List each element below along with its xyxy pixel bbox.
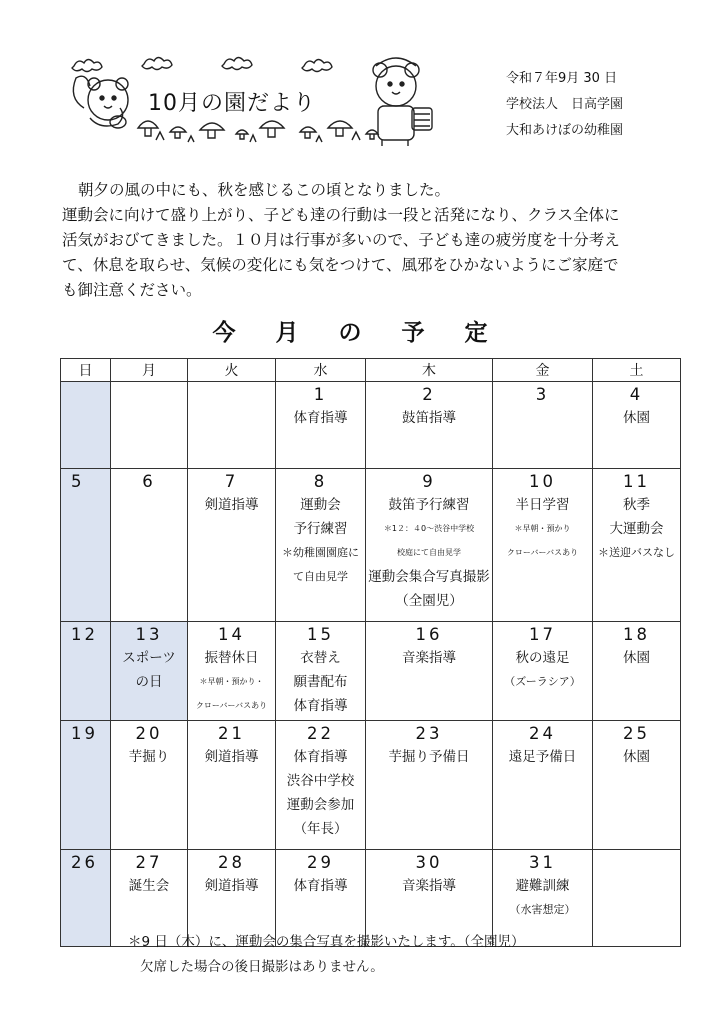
intro-line: も御注意ください。 xyxy=(62,281,202,299)
day-cell xyxy=(593,382,681,469)
day-number: 24 xyxy=(529,724,556,743)
day-number: 14 xyxy=(218,625,245,644)
event: 運動会集合写真撮影 xyxy=(368,569,490,585)
monthly-calendar xyxy=(60,358,681,947)
day-cell xyxy=(276,469,366,622)
event: 秋の遠足 xyxy=(515,650,570,666)
day-cell xyxy=(493,622,593,721)
event: 休園 xyxy=(623,749,650,765)
event: 剣道指導 xyxy=(204,749,259,765)
event-note: ＊送迎バスなし xyxy=(598,546,675,559)
week-row xyxy=(61,622,681,721)
day-number: 2 xyxy=(422,385,436,404)
weekday-thu: 木 xyxy=(366,359,493,382)
day-cell xyxy=(188,469,276,622)
day-cell-empty xyxy=(188,382,276,469)
event-note: クローバーバスあり xyxy=(195,701,268,710)
day-cell xyxy=(276,382,366,469)
header xyxy=(0,0,716,160)
intro-line: て、休息を取らせ、気候の変化にも気をつけて、風邪をひかないようにご家庭で xyxy=(62,256,619,274)
event: （全園児） xyxy=(395,593,463,609)
day-number: 21 xyxy=(218,724,245,743)
event: 体育指導 xyxy=(293,749,348,765)
weekday-tue: 火 xyxy=(188,359,276,382)
intro-line: 朝夕の風の中にも、秋を感じるこの頃となりました。 xyxy=(78,181,451,199)
newsletter-title: 10月の園だより xyxy=(148,91,316,116)
day-cell xyxy=(111,469,188,622)
day-number: 6 xyxy=(142,472,156,491)
event: 願書配布 xyxy=(293,674,348,690)
footnote-line: ＊9 日（木）に、運動会の集合写真を撮影いたします。（全園児） xyxy=(128,934,525,950)
event-note: （水害想定） xyxy=(509,903,576,916)
event: 音楽指導 xyxy=(402,650,456,666)
day-number: 12 xyxy=(71,625,98,644)
day-cell xyxy=(366,382,493,469)
school-corporation: 学校法人 日高学園 xyxy=(506,97,624,112)
event: 避難訓練 xyxy=(515,878,570,894)
footnotes xyxy=(128,930,525,980)
day-number: 11 xyxy=(623,472,650,491)
day-cell xyxy=(366,469,493,622)
day-cell xyxy=(188,622,276,721)
day-number: 30 xyxy=(415,853,443,872)
event: 予行練習 xyxy=(293,521,348,537)
day-number: 8 xyxy=(313,472,328,491)
event: 渋谷中学校 xyxy=(286,773,355,789)
event: の日 xyxy=(135,674,163,690)
day-number: 17 xyxy=(529,625,556,644)
day-cell xyxy=(493,469,593,622)
day-number: 10 xyxy=(529,472,556,491)
day-number: 5 xyxy=(71,472,85,491)
event: 剣道指導 xyxy=(204,497,259,513)
week-row xyxy=(61,721,681,850)
event: 運動会参加 xyxy=(286,797,355,813)
event: 衣替え xyxy=(300,650,341,666)
issue-date: 令和７年9月 30 日 xyxy=(506,71,618,86)
event-note: 校庭にて自由見学 xyxy=(397,548,461,557)
event: 芋掘り xyxy=(128,749,170,765)
intro-line: 運動会に向けて盛り上がり、子ども達の行動は一段と活発になり、クラス全体に xyxy=(62,206,620,224)
day-number: 25 xyxy=(623,724,650,743)
day-cell xyxy=(61,721,111,850)
event: 剣道指導 xyxy=(204,878,259,894)
day-cell-empty xyxy=(61,382,111,469)
day-cell xyxy=(493,382,593,469)
day-number: 26 xyxy=(71,853,98,872)
event: 体育指導 xyxy=(293,410,348,426)
day-number: 13 xyxy=(135,625,163,644)
day-number: 29 xyxy=(307,853,334,872)
intro-line: 活気がおびてきました。１０月は行事が多いので、子ども達の疲労度を十分考え xyxy=(62,231,620,249)
day-number: 31 xyxy=(529,853,556,872)
event: 鼓笛予行練習 xyxy=(388,497,470,513)
event: 振替休日 xyxy=(204,650,259,666)
event: 芋掘り予備日 xyxy=(388,749,470,765)
day-cell-empty xyxy=(593,850,681,947)
event: 半日学習 xyxy=(515,497,570,513)
sender-block xyxy=(506,66,623,144)
footnote-line: 欠席した場合の後日撮影はありません。 xyxy=(140,959,384,975)
weekday-fri: 金 xyxy=(493,359,593,382)
day-number: 19 xyxy=(71,724,98,743)
event: 休園 xyxy=(623,650,650,666)
day-cell xyxy=(61,622,111,721)
event-note: て自由見学 xyxy=(293,570,348,583)
event: 遠足予備日 xyxy=(508,749,577,765)
intro-text xyxy=(62,178,672,303)
week-row xyxy=(61,382,681,469)
event-note: ＊早朝・預かり xyxy=(514,524,571,533)
day-cell xyxy=(61,850,111,947)
event: 秋季 xyxy=(623,497,650,513)
day-cell xyxy=(593,469,681,622)
day-cell xyxy=(276,622,366,721)
day-cell xyxy=(188,721,276,850)
event: 体育指導 xyxy=(293,698,348,714)
day-number: 15 xyxy=(307,625,334,644)
weekday-header-row xyxy=(61,359,681,382)
week-row xyxy=(61,469,681,622)
day-number: 23 xyxy=(415,724,443,743)
day-number: 4 xyxy=(629,385,644,404)
day-number: 27 xyxy=(135,853,163,872)
event: 体育指導 xyxy=(293,878,348,894)
event-note: ＊早朝・預かり・ xyxy=(199,677,264,686)
schedule-title: 今 月 の 予 定 xyxy=(212,320,504,346)
event-note: ＊1２：４0～渋谷中学校 xyxy=(383,524,475,533)
day-cell xyxy=(593,721,681,850)
day-number: 28 xyxy=(218,853,245,872)
day-cell-empty xyxy=(111,382,188,469)
event: 運動会 xyxy=(300,497,341,513)
event: 誕生会 xyxy=(128,878,170,894)
weekday-sun: 日 xyxy=(61,359,111,382)
day-number: 3 xyxy=(535,385,550,404)
event-note: クローバーバスあり xyxy=(506,548,579,557)
weekday-wed: 水 xyxy=(276,359,366,382)
day-cell-holiday xyxy=(111,622,188,721)
weekday-sat: 土 xyxy=(593,359,681,382)
day-cell xyxy=(366,622,493,721)
day-number: 7 xyxy=(224,472,239,491)
weekday-mon: 月 xyxy=(111,359,188,382)
day-number: 22 xyxy=(307,724,334,743)
day-number: 9 xyxy=(422,472,436,491)
event: 休園 xyxy=(623,410,650,426)
day-number: 16 xyxy=(415,625,443,644)
day-cell xyxy=(276,721,366,850)
day-cell xyxy=(593,622,681,721)
day-cell xyxy=(366,721,493,850)
event: （年長） xyxy=(293,821,348,837)
day-number: 1 xyxy=(313,385,328,404)
school-name: 大和あけぼの幼稚園 xyxy=(506,123,624,138)
day-cell xyxy=(61,469,111,622)
day-number: 20 xyxy=(135,724,163,743)
event: 大運動会 xyxy=(609,521,664,537)
day-cell xyxy=(111,721,188,850)
day-cell xyxy=(493,721,593,850)
event-note: ＊幼稚園園庭に xyxy=(282,546,359,559)
event: 音楽指導 xyxy=(402,878,456,894)
event: スポーツ xyxy=(122,650,176,666)
event-note: （ズーラシア） xyxy=(504,675,581,688)
day-number: 18 xyxy=(623,625,650,644)
event: 鼓笛指導 xyxy=(402,410,456,426)
